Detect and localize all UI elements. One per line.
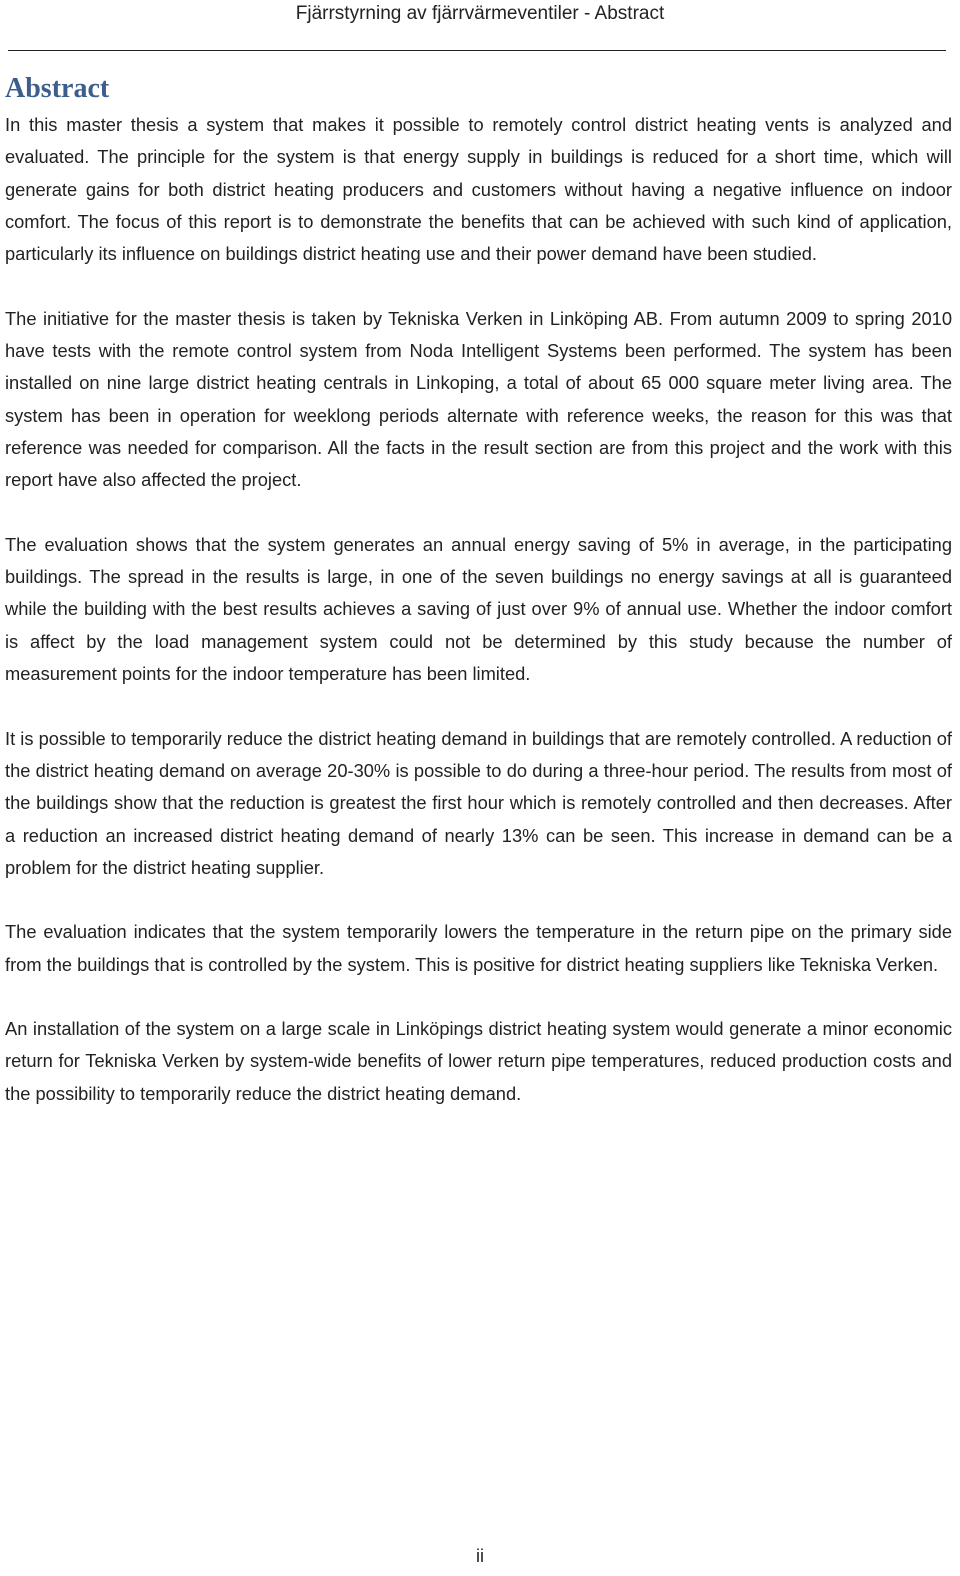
section-heading: Abstract <box>5 73 110 104</box>
page-number: ii <box>476 1546 484 1566</box>
paragraph-4: It is possible to temporarily reduce the district heating demand in buildings that are remotely controlled. A reduction of the district heating demand on average 20-30% is possible to do during a three-hour period. The results from most of the buildings show that the reduction is greatest the first hour which is remotely controlled and then decreases. After a reduction an increased district heating demand of nearly 13% can be seen. This increase in demand can be a problem for the district heating supplier. <box>5 727 952 878</box>
paragraph-6: An installation of the system on a large scale in Linköpings district heating system would generate a minor economic return for Tekniska Verken by system-wide benefits of lower return pipe temperatures, reduced production costs and the possibility to temporarily reduce the district heating demand. <box>5 1017 952 1104</box>
paragraph-1: In this master thesis a system that makes it possible to remotely control district heating vents is analyzed and evaluated. The principle for the system is that energy supply in buildings is reduced for a short time, which will generate gains for both district heating producers and customers without having a negative influence on indoor comfort. The focus of this report is to demonstrate the benefits that can be achieved with such kind of application, particularly its influence on buildings district heating use and their power demand have been studied. <box>5 114 952 265</box>
running-header: Fjärrstyrning av fjärrvärmeventiler - Abstract <box>295 3 665 24</box>
paragraph-5: The evaluation indicates that the system temporarily lowers the temperature in the return pipe on the primary side from the buildings that is controlled by the system. This is positive for district heating suppliers like Tekniska Verken. <box>5 921 952 975</box>
header-rule <box>8 50 946 51</box>
paragraph-2: The initiative for the master thesis is taken by Tekniska Verken in Linköping AB. From autumn 2009 to spring 2010 have tests with the remote control system from Noda Intelligent Systems been performed. The system has been installed on nine large district heating centrals in Linkoping, a total of about 65 000 square meter living area. The system has been in operation for weeklong periods alternate with reference weeks, the reason for this was that reference was needed for comparison. All the facts in the result section are from this project and the work with this report have also affected the project. <box>5 307 952 491</box>
paragraph-3: The evaluation shows that the system generates an annual energy saving of 5% in average, in the participating buildings. The spread in the results is large, in one of the seven buildings no energy savings at all is guaranteed while the building with the best results achieves a saving of just over 9% of annual use. Whether the indoor comfort is affect by the load management system could not be determined by this study because the number of measurement points for the indoor temperature has been limited. <box>5 533 952 685</box>
abstract-body <box>5 109 952 1142</box>
